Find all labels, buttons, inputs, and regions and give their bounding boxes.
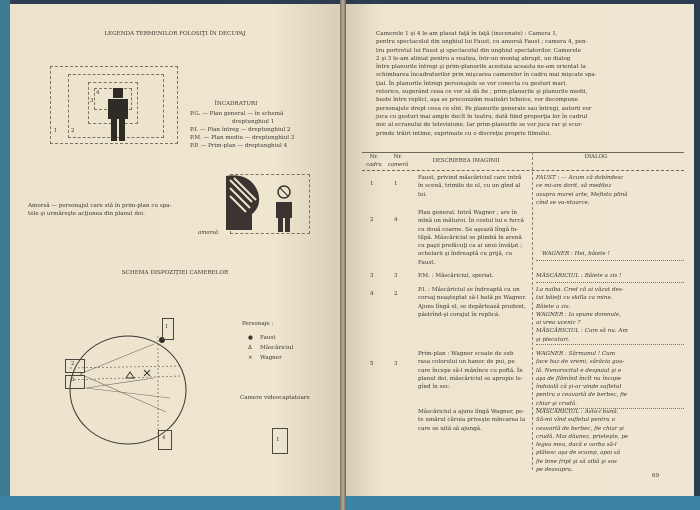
frame-label-1: 1 — [54, 128, 58, 134]
intro-paragraph — [376, 30, 676, 138]
personaj-mascariciul-name: Măscăriciul — [260, 345, 294, 351]
amorsa-illustration — [222, 172, 312, 236]
header-nr-cadru-line: cadru — [366, 161, 382, 168]
intro-line: mic al ecranului de televiziune. Iar prim-planurile se vor juca rar şi scur- — [376, 122, 583, 129]
row-4-description — [418, 286, 530, 319]
row-4-camera: 2 — [394, 291, 398, 297]
dialog-line: şi plecaturi. — [536, 336, 570, 343]
row-2-camera: 4 — [394, 217, 398, 223]
schema-heading: SCHEMA DISPOZIŢIEI CAMERELOR — [121, 270, 229, 276]
desc-line: care începe să-l mănînce cu poftă. În — [418, 367, 523, 374]
intro-line: Camerele 1 şi 4 le-am plasat faţă în faţă (inscenate) : Camera 1, — [376, 31, 558, 37]
frame-label-2: 2 — [71, 128, 75, 134]
legend-line-2: dreptunghiul 1 — [232, 119, 275, 125]
book-cover-left-edge — [0, 0, 10, 510]
desc-line: care se uită să ajungă. — [418, 425, 482, 432]
row-5-dialog — [536, 350, 676, 408]
intro-line: între planurile întregi şi prim-planurile acestuia aceasta ne-am orientat la — [376, 64, 586, 71]
intro-line: ţial. În planurile întregi personajele se vor conecta cu gesturi mari, — [376, 80, 568, 87]
header-nr-camera-line: Nr. — [393, 154, 403, 160]
row-2-cadru: 2 — [370, 217, 374, 223]
frame-label-4: 4 — [96, 90, 100, 96]
personaj-wagner-name: Wagner — [260, 355, 282, 361]
desc-line: te umărul căruia priveşte mîncarea la — [418, 417, 526, 424]
camera-legend-number: 1 — [276, 437, 280, 443]
legend-line-5: P.P. — Prim-plan — dreptunghiul 4 — [190, 143, 288, 149]
camera-1-label: 1 — [165, 324, 169, 330]
row-1-camera: 1 — [394, 181, 398, 187]
desc-line: Ajuns lîngă el, se depărtează prudent, — [418, 303, 526, 310]
intro-line: personajele drept ceea ce sînt. Pe planurile generale sau întregi, autorii vor — [376, 105, 592, 112]
row-4-dialog — [536, 286, 676, 344]
intro-line: retorice, sugerând ceea ce vor să dă fie ; prim-planurile şi planurile medii, — [376, 89, 588, 96]
row-1-dialog — [536, 174, 666, 207]
desc-line: rasa colorului un hanoc de pui, pe — [418, 359, 515, 366]
dialog-line: WAGNER : Ia spune domnule, — [536, 311, 622, 318]
dialog-line: cînd se va-ntoarce. — [536, 199, 590, 206]
dialog-line: WAGNER : Hei, băiete ! — [542, 251, 610, 257]
dialog-line: fie bine fript şi să aibă şi sos — [536, 458, 617, 465]
camera-legend-box — [272, 428, 288, 454]
desc-line: tîlpă. Măscăriciul se plimbă în arenă — [418, 234, 522, 241]
dialog-line: pentru o ceavartă de berbec, fie — [536, 392, 628, 399]
amorsa-caption: amorsă — [198, 230, 219, 236]
dialog-line: aşa de flămînd încît nu încape — [536, 375, 622, 382]
camera-4-label: 4 — [162, 435, 166, 441]
camera-3-box — [65, 375, 85, 389]
header-nr-cadru — [364, 154, 384, 169]
desc-line: Faust. — [418, 259, 436, 266]
dialog-separator — [536, 282, 684, 283]
legend-title: LEGENDA TERMENILOR FOLOSIŢI ÎN DECUPAJ — [104, 31, 246, 37]
intro-line: tru portretul lui Faust şi spectacolul din unghiul spectatorilor. Camerele — [376, 47, 581, 54]
table-top-rule — [362, 152, 684, 153]
dialog-line: face haz de vremi, sărăcia goa- — [536, 359, 625, 366]
intro-line: baste între replici, aşa se preconizăm realizări tehnice, vor decompune — [376, 97, 578, 104]
dialog-line: ai vreo ucenic ? — [536, 320, 581, 327]
left-page — [10, 4, 340, 496]
desc-line: P.M. : Măscăriciul, speriat. — [418, 273, 494, 279]
row-4-cadru: 4 — [370, 291, 374, 297]
book-cover-bottom — [0, 496, 700, 510]
personaj-mascariciul-symbol: ∆ — [248, 345, 252, 351]
dialog-line: Să-mi vînd sufletul pentru o — [536, 417, 615, 424]
row-1-cadru: 1 — [370, 181, 374, 187]
desc-line: Prim-plan : Wagner scoate de sub — [418, 351, 514, 357]
desc-line: Faust, privind măscăriciul care intră — [418, 175, 522, 181]
desc-line: gînd în sec. — [418, 384, 451, 391]
desc-line: ochelarii şi îndreaptă cu grijă, cu — [418, 251, 513, 258]
dialog-line: crudă. Mai dăunez, prieteşte, pe — [536, 433, 629, 440]
desc-line: P.I. : Măscăriciul se îndreaptă cu un — [418, 287, 520, 293]
header-dialog: DIALOG — [584, 154, 608, 160]
amorsa-text-line-2: tele şi urmăreşte acţiunea din planul doi. — [28, 211, 145, 217]
person-figure-icon — [106, 88, 130, 142]
table-column-divider — [532, 152, 533, 470]
camera-legend-label: Camere videocaptatoare — [240, 395, 310, 401]
desc-line: Măscăriciul a ajuns lîngă Wagner, pe- — [418, 409, 525, 415]
desc-line: planul doi, măscăriciul se apropie le- — [418, 375, 523, 382]
header-nr-camera — [386, 154, 410, 169]
row-6-description — [418, 408, 530, 433]
header-nr-camera-line: cameră — [387, 161, 409, 168]
row-3-description — [418, 272, 530, 280]
right-page — [346, 4, 694, 496]
camera-schema-diagram — [50, 314, 200, 474]
dialog-line: asupra marei arte, Mefisto plină — [536, 191, 628, 198]
header-nr-cadru-line: Nr. — [369, 154, 379, 160]
row-5-camera: 3 — [394, 361, 398, 367]
amorsa-text-line-1: Amorsă — personajul care stă în prim-plan cu spa- — [28, 203, 172, 209]
row-3-dialog — [536, 272, 676, 280]
row-1-description — [418, 174, 530, 199]
row-3-camera: 3 — [394, 273, 398, 279]
row-3-cadru: 3 — [370, 273, 374, 279]
header-descriere: DESCRIEREA IMAGINII — [432, 158, 500, 164]
intro-line: schimbarea încadraturilor prin mişcarea camerelor în cadru mai mişcate spa- — [376, 72, 597, 79]
dialog-line: MĂSCĂRICIUL : Asta-i bună. — [536, 409, 619, 415]
row-6-dialog — [536, 408, 676, 474]
dialog-line: WAGNER : Sărmanul ! Cum — [536, 351, 616, 357]
dialog-line: plătesc aşa de scump, apoi să — [536, 450, 621, 457]
legend-line-4: P.M. — Plan mediu — dreptunghiul 3 — [190, 135, 295, 141]
dialog-line: Băiete a zis. — [536, 303, 571, 310]
intro-line: pentru spectacolul din unghiul lui Faust, cu amorsă Faust ; camera 4, pen- — [376, 39, 588, 46]
intro-line: 2 şi 3 le-am aliniat pentru a realiza, într-un montaj abrupt, un dialog — [376, 55, 571, 62]
dialog-line: ceavartă de berbec, fie chiar şi — [536, 425, 624, 432]
camera-3-label: 3 — [71, 377, 75, 383]
dialog-line: FAUST : — Acum că dobîndesc — [536, 175, 624, 181]
dialog-line: îndoială că şi-ar vinde sufletul — [536, 384, 622, 391]
dialog-line: legea mea, dacă e vorba să-l — [536, 442, 617, 449]
desc-line: lui. — [418, 191, 427, 198]
desc-line: corsaj neaşteptat să-l bată pe Wagner. — [418, 295, 527, 302]
dialog-line: lă. Nenorocitul e despuiat şi e — [536, 367, 622, 374]
dialog-line: ce mi-am dorit, să meditez — [536, 183, 612, 190]
incadraturi-heading: ÎNCADRATURI — [214, 101, 258, 107]
desc-line: mînă un măturoi. În costul lui e furcă — [418, 218, 524, 225]
intro-line: prinde trăiri intime, exprimate cu o discreţie proprie filmului. — [376, 130, 551, 137]
page-number: 69 — [652, 473, 660, 479]
row-5-cadru: 5 — [370, 361, 374, 367]
legend-line-3: P.I. — Plan întreg — dreptunghiul 2 — [190, 127, 291, 133]
camera-2-box — [65, 359, 85, 373]
dialog-separator — [536, 344, 684, 345]
personaj-faust-symbol: ● — [248, 335, 253, 341]
desc-line: păstrînd-şi corajul în replică. — [418, 311, 500, 318]
personaje-label: Personaje : — [242, 321, 274, 327]
desc-line: cu paşii prefăcuţi ca ai unui învăţat ; — [418, 243, 523, 250]
dialog-line: chiar şi crudă. — [536, 400, 577, 407]
legend-line-1: P.G. — Plan general — în schemă — [190, 111, 284, 117]
dialog-separator — [536, 260, 684, 261]
camera-2-label: 2 — [71, 361, 75, 367]
dialog-line: La naiba. Cred că ai văzut des- — [536, 287, 624, 293]
dialog-line: MĂSCĂRICIUL : Cum să nu. Am — [536, 328, 628, 335]
desc-line: cu două coarne. Se aşează lîngă în- — [418, 226, 519, 233]
table-header-rule — [362, 170, 684, 171]
dialog-line: MĂSCĂRICIUL : Băiete a zis ! — [536, 273, 622, 279]
dialog-line: pe deasupra. — [536, 467, 573, 474]
row-2-description — [418, 209, 530, 267]
personaj-wagner-symbol: × — [248, 355, 253, 361]
intro-line: juca cu gesturi mai ample decît în teatru, dată fiind proporţia lor în cadrul — [376, 113, 588, 120]
desc-line: Plan general. Intră Wagner ; are în — [418, 210, 517, 216]
row-2-dialog — [542, 250, 672, 258]
frame-label-3: 3 — [90, 98, 94, 104]
personaj-faust-name: Faust — [260, 335, 276, 341]
row-5-description — [418, 350, 530, 391]
desc-line: în scenă, trimite de el, cu un gînd al — [418, 183, 521, 190]
dialog-line: tui băieţi cu skilla ca mine. — [536, 295, 613, 302]
